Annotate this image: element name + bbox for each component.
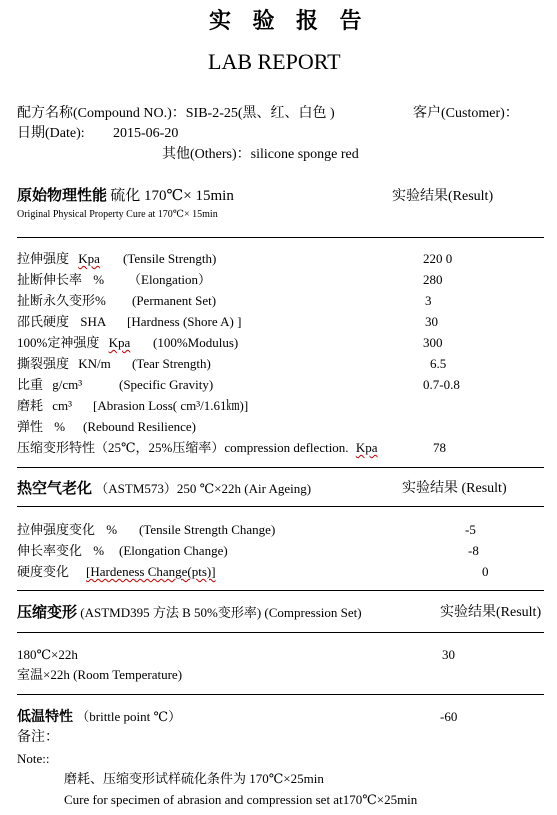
customer-label: 客户(Customer)： xyxy=(413,106,519,121)
property-row xyxy=(17,315,106,328)
row-label-cn: 邵氏硬度 xyxy=(17,314,70,329)
row-label-en: [Hardeness Change(pts)] xyxy=(86,564,216,579)
row-label-cn: 拉伸强度 xyxy=(17,251,70,266)
section3-conditions: (ASTMD395 方法 B 50%变形率) (Compression Set) xyxy=(80,605,362,620)
divider xyxy=(17,506,544,507)
property-row xyxy=(17,336,130,349)
section1-subtitle: Original Physical Property Cure at 170℃× 15min xyxy=(17,209,218,220)
row-value: -8 xyxy=(468,543,479,558)
property-row xyxy=(17,544,104,557)
divider xyxy=(17,467,544,468)
row-unit: % xyxy=(54,419,66,434)
section2-header xyxy=(17,482,311,497)
row-label-en: （Elongation） xyxy=(128,272,212,287)
row-label-cn: 扯断伸长率 xyxy=(17,272,83,287)
divider xyxy=(17,590,544,591)
notes-label-en: Note:: xyxy=(17,751,50,766)
row-label-en: (Tear Strength) xyxy=(132,356,211,371)
row-unit: % xyxy=(93,543,105,558)
row-label-en: (Tensile Strength Change) xyxy=(139,522,276,537)
property-row xyxy=(17,357,111,370)
row-value: 3 xyxy=(425,293,432,308)
property-row xyxy=(17,399,72,412)
property-row xyxy=(17,378,82,391)
property-row: 硬度变化 xyxy=(17,564,70,579)
section1-header xyxy=(17,189,234,204)
section4-conditions: （brittle point ℃） xyxy=(76,709,182,724)
divider xyxy=(17,632,544,633)
row-label-en: (Specific Gravity) xyxy=(119,377,214,392)
compound-name: 配方名称(Compound NO.)：SIB-2-25(黑、红、白色 ) xyxy=(17,106,335,121)
section1-title: 原始物理性能 xyxy=(17,188,108,204)
row-unit: Kpa xyxy=(78,251,100,266)
row-unit: cm³ xyxy=(52,398,73,413)
property-row xyxy=(17,252,100,265)
note-line-cn: 磨耗、压缩变形试样硫化条件为 170℃×25min xyxy=(64,771,324,786)
notes-label-cn: 备注： xyxy=(17,730,59,745)
row-label-cn: 伸长率变化 xyxy=(17,543,83,558)
row-label-en: (Elongation Change) xyxy=(119,543,228,558)
section1-result-label: 实验结果(Result) xyxy=(392,189,494,204)
compression-row: 室温×22h (Room Temperature) xyxy=(17,667,183,682)
row-label-cn: 撕裂强度 xyxy=(17,356,70,371)
property-row: 扯断永久变形% xyxy=(17,293,106,308)
report-title-en: LAB REPORT xyxy=(208,49,341,74)
property-row xyxy=(17,420,65,433)
row-label-cn: 压缩变形特性（25℃，25%压缩率）compression deflection. xyxy=(17,440,349,455)
row-label-en: [Hardness (Shore A) ] xyxy=(127,314,242,329)
section4-header xyxy=(17,710,181,725)
others-info: 其他(Others)：silicone sponge red xyxy=(162,147,359,162)
row-value: 280 xyxy=(423,272,443,287)
property-row xyxy=(17,441,377,454)
section4-title: 低温特性 xyxy=(17,710,73,725)
row-value: 30 xyxy=(442,647,455,662)
brittle-point-value: -60 xyxy=(440,709,458,724)
compression-row: 180℃×22h xyxy=(17,647,78,662)
row-label-cn: 弹性 xyxy=(17,419,44,434)
section1-cure: 硫化 170℃× 15min xyxy=(110,188,234,204)
row-value: -5 xyxy=(465,522,476,537)
divider xyxy=(17,237,544,238)
property-row xyxy=(17,523,117,536)
date-label: 日期(Date): xyxy=(17,126,85,141)
row-value: 30 xyxy=(425,314,438,329)
section2-title: 热空气老化 xyxy=(17,481,93,497)
date-value: 2015-06-20 xyxy=(113,126,179,141)
row-unit: % xyxy=(106,522,118,537)
section3-result-label: 实验结果(Result) xyxy=(440,605,542,620)
section2-conditions: （ASTM573）250 ℃×22h (Air Ageing) xyxy=(95,481,312,496)
section3-title: 压缩变形 xyxy=(17,605,78,621)
row-label-en: (Tensile Strength) xyxy=(123,251,217,266)
section3-header xyxy=(17,606,362,621)
row-label-en: [Abrasion Loss( cm³/1.61㎞)] xyxy=(93,398,249,413)
row-value: 78 xyxy=(433,440,446,455)
property-row xyxy=(17,273,104,286)
row-value: 0.7-0.8 xyxy=(423,377,460,392)
row-label-cn: 拉伸强度变化 xyxy=(17,522,96,537)
row-label-cn: 磨耗 xyxy=(17,398,44,413)
row-label-en: (Permanent Set) xyxy=(132,293,217,308)
row-unit: Kpa xyxy=(108,335,131,350)
section2-result-label: 实验结果 (Result) xyxy=(402,481,507,496)
row-label-en: (Rebound Resilience) xyxy=(83,419,196,434)
row-value: 300 xyxy=(423,335,443,350)
row-unit: g/cm³ xyxy=(52,377,83,392)
row-value: 220 0 xyxy=(423,251,453,266)
row-value: 6.5 xyxy=(430,356,447,371)
row-value: 0 xyxy=(482,564,489,579)
row-unit: % xyxy=(93,272,105,287)
row-label-cn: 比重 xyxy=(17,377,44,392)
row-label-cn: 100%定神强度 xyxy=(17,335,100,350)
note-line-en: Cure for specimen of abrasion and compression set at170℃×25min xyxy=(64,792,418,807)
divider xyxy=(17,694,544,695)
row-unit: KN/m xyxy=(78,356,111,371)
report-title-cn: 实 验 报 告 xyxy=(209,8,370,33)
row-label-en: (100%Modulus) xyxy=(153,335,239,350)
row-unit: SHA xyxy=(80,314,107,329)
row-unit: Kpa xyxy=(355,440,378,455)
